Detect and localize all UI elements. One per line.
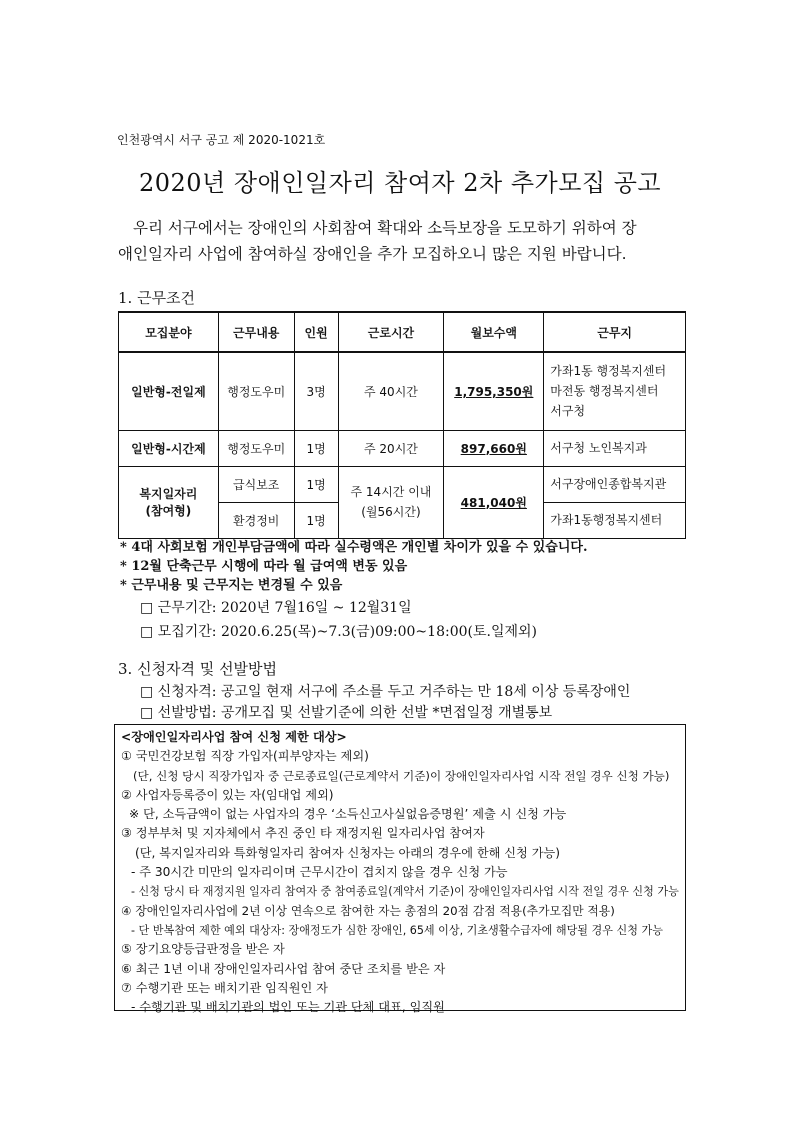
restriction-item: ④ 장애인일자리사업에 2년 이상 연속으로 참여한 자는 총점의 20점 감점 적용(추가모집만 적용) [121, 903, 615, 918]
section-heading-eligibility: 3. 신청자격 및 선발방법 [118, 660, 278, 678]
workplace-cell: 서구청 노인복지과 [544, 430, 686, 466]
restriction-item: ⑦ 수행기관 또는 배치기관 임직원인 자 [121, 980, 328, 995]
field-cell: 일반형-전일제 [119, 352, 219, 430]
note-item: * 4대 사회보험 개인부담금액에 따라 실수령액은 개인별 차이가 있을 수 있습니다. [120, 540, 588, 555]
field-line: 복지일자리 [139, 487, 198, 501]
restriction-item: - 주 30시간 미만의 일자리이며 근무시간이 겹치지 않을 경우 신청 가능 [131, 865, 508, 880]
work-period: □ 근무기간: 2020년 7월16일 ~ 12월31일 [140, 600, 412, 616]
hours-cell [338, 466, 444, 538]
table-row [119, 352, 686, 430]
work-conditions-table [118, 311, 686, 539]
restriction-item: ⑤ 장기요양등급판정을 받은 자 [121, 942, 285, 957]
salary-cell: 481,040원 [444, 466, 544, 538]
hours-line: (월56시간) [361, 505, 421, 519]
restriction-item: - 신청 당시 타 재정지원 일자리 참여자 중 참여종료일(계약서 기준)이 장애인일자리사업 시작 전일 경우 신청 가능 [131, 885, 679, 899]
table-row [119, 430, 686, 466]
field-cell: 일반형-시간제 [119, 430, 219, 466]
duty-cell: 행정도우미 [218, 352, 294, 430]
restriction-box [114, 724, 686, 1015]
restriction-item: (단, 복지일자리와 특화형일자리 참여자 신청자는 아래의 경우에 한해 신청 가능) [135, 845, 560, 860]
table-row [119, 466, 686, 502]
table-header-cell: 모집분야 [119, 312, 219, 352]
note-item: * 근무내용 및 근무지는 변경될 수 있음 [120, 578, 343, 593]
field-line: (참여형) [145, 504, 192, 518]
intro-line-1: 우리 서구에서는 장애인의 사회참여 확대와 소득보장을 도모하기 위하여 장 [133, 219, 637, 237]
intro-line-2: 애인일자리 사업에 참여하실 장애인을 추가 모집하오니 많은 지원 바랍니다. [118, 245, 627, 263]
salary-cell: 1,795,350원 [444, 352, 544, 430]
workplace-cell [544, 352, 686, 430]
field-cell [119, 466, 219, 538]
count-cell: 1명 [294, 430, 338, 466]
period-info [140, 596, 537, 644]
duty-cell: 환경정비 [218, 502, 294, 538]
table-header-cell: 근무내용 [218, 312, 294, 352]
workplace-cell: 가좌1동행정복지센터 [544, 502, 686, 538]
duty-cell: 급식보조 [218, 466, 294, 502]
table-header-row [119, 312, 686, 352]
table-header-cell: 월보수액 [444, 312, 544, 352]
recruit-period: □ 모집기간: 2020.6.25(목)~7.3(금)09:00~18:00(토.일제외) [140, 624, 537, 640]
page-title: 2020년 장애인일자리 참여자 2차 추가모집 공고 [138, 169, 662, 197]
restriction-item: ① 국민건강보험 직장 가입자(피부양자는 제외) [121, 749, 369, 764]
restriction-item: ※ 단, 소득금액이 없는 사업자의 경우 ‘소득신고사실없음증명원’ 제출 시 신청 가능 [129, 807, 567, 822]
restriction-item: - 수행기관 및 배치기관의 법인 또는 기관 단체 대표, 임직원 [131, 1000, 445, 1015]
salary-cell: 897,660원 [444, 430, 544, 466]
workplace-line: 마전동 행정복지센터 [550, 384, 659, 399]
table-header-cell: 근로시간 [338, 312, 444, 352]
table-header-cell: 인원 [294, 312, 338, 352]
hours-cell: 주 20시간 [338, 430, 444, 466]
count-cell: 3명 [294, 352, 338, 430]
duty-cell: 행정도우미 [218, 430, 294, 466]
count-cell: 1명 [294, 502, 338, 538]
workplace-line: 가좌1동 행정복지센터 [550, 364, 667, 379]
hours-line: 주 14시간 이내 [350, 485, 432, 499]
table-notes [120, 538, 588, 595]
restriction-item: (단, 신청 당시 직장가입자 중 근로종료일(근로계약서 기준)이 장애인일자리사업 시작 전일 경우 신청 가능) [133, 768, 670, 783]
note-item: * 12월 단축근무 시행에 따라 월 급여액 변동 있음 [120, 559, 408, 574]
intro-paragraph [118, 215, 678, 267]
restriction-item: ② 사업자등록증이 있는 자(임대업 제외) [121, 787, 334, 802]
eligibility-info [140, 682, 630, 724]
hours-cell: 주 40시간 [338, 352, 444, 430]
restriction-item: ③ 정부부처 및 지자체에서 추진 중인 타 재정지원 일자리사업 참여자 [121, 826, 485, 841]
restriction-item: ⑥ 최근 1년 이내 장애인일자리사업 참여 중단 조치를 받은 자 [121, 961, 446, 976]
restriction-item: - 단 반복참여 제한 예외 대상자: 장애정도가 심한 장애인, 65세 이상, 기초생활수급자에 해당될 경우 신청 가능 [131, 923, 663, 937]
selection-line: □ 선발방법: 공개모집 및 선발기준에 의한 선발 *면접일정 개별통보 [140, 705, 553, 721]
qualification-line: □ 신청자격: 공고일 현재 서구에 주소를 두고 거주하는 만 18세 이상 등록장애인 [140, 684, 631, 700]
notice-number: 인천광역시 서구 공고 제 2020-1021호 [117, 133, 326, 147]
table-header-cell: 근무지 [544, 312, 686, 352]
section-heading-work-conditions: 1. 근무조건 [118, 289, 196, 307]
count-cell: 1명 [294, 466, 338, 502]
workplace-cell: 서구장애인종합복지관 [544, 466, 686, 502]
workplace-line: 서구청 [550, 404, 586, 419]
restriction-title: <장애인일자리사업 참여 신청 제한 대상> [121, 730, 347, 744]
